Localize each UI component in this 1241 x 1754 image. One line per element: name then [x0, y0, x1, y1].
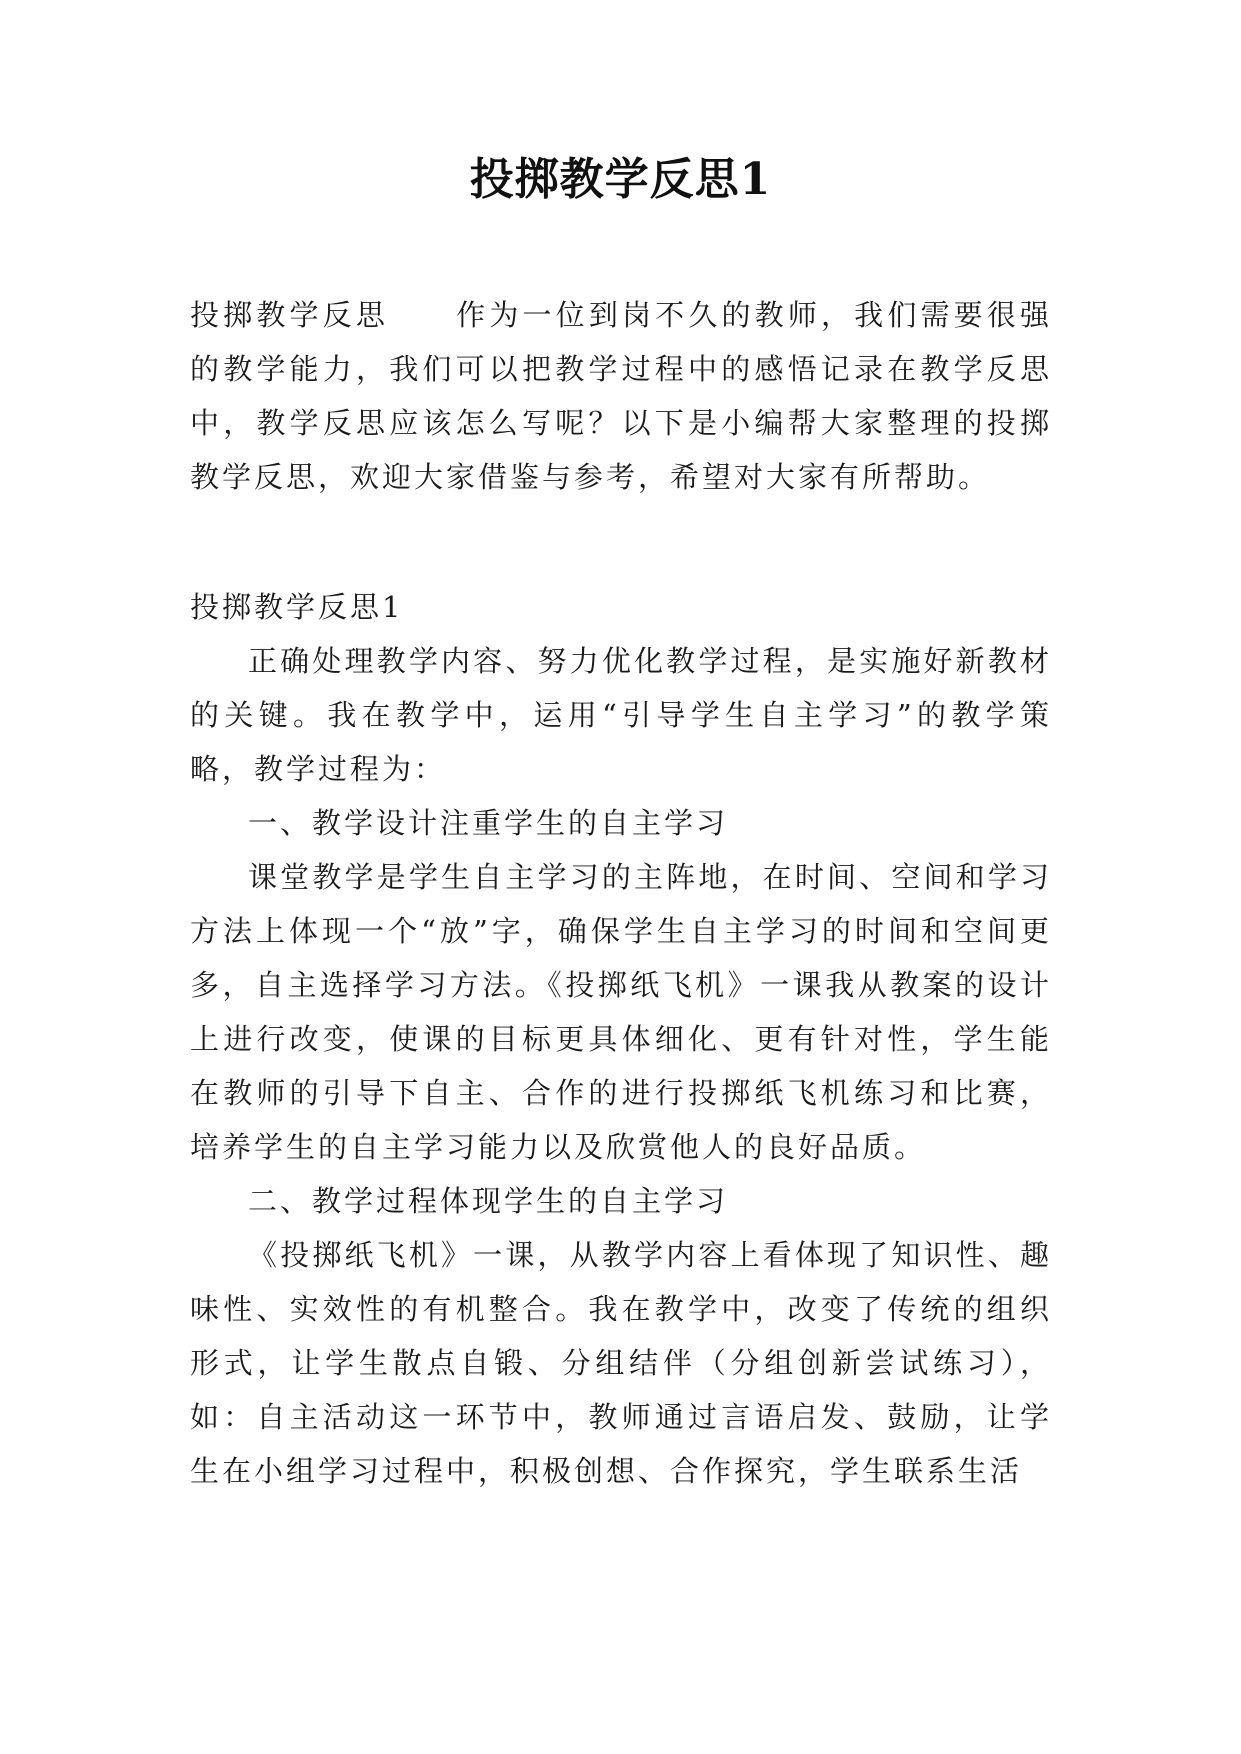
- document-title: 投掷教学反思1: [469, 154, 772, 205]
- intro-block: [190, 288, 1052, 504]
- intro-text: 作为一位到岗不久的教师，我们需要很强的教学能力，我们可以把教学过程中的感悟记录在教学反思中，教学反思应该怎么写呢？以下是小编帮大家整理的投掷教学反思，欢迎大家借鉴与参考，希望对大家有所帮助。: [190, 298, 1052, 494]
- subheading-2: 二、教学过程体现学生的自主学习: [248, 1184, 729, 1218]
- section-block: [190, 580, 1052, 1498]
- intro-label: 投掷教学反思: [190, 298, 389, 332]
- paragraph-3: 《投掷纸飞机》一课，从教学内容上看体现了知识性、趣味性、实效性的有机整合。我在教学中，改变了传统的组织形式，让学生散点自锻、分组结伴（分组创新尝试练习），如：自主活动这一环节中，教师通过言语启发、鼓励，让学生在小组学习过程中，积极创想、合作探究，学生联系生活: [190, 1238, 1052, 1488]
- paragraph-2: 课堂教学是学生自主学习的主阵地，在时间、空间和学习方法上体现一个“放”字，确保学生自主学习的时间和空间更多，自主选择学习方法。《投掷纸飞机》一课我从教案的设计上进行改变，使课的目标更具体细化、更有针对性，学生能在教师的引导下自主、合作的进行投掷纸飞机练习和比赛，培养学生的自主学习能力以及欣赏他人的良好品质。: [190, 860, 1052, 1164]
- section-heading: 投掷教学反思1: [190, 590, 404, 624]
- paragraph-1: 正确处理教学内容、努力优化教学过程，是实施好新教材的关键。我在教学中，运用“引导学生自主学习”的教学策略，教学过程为：: [190, 644, 1052, 786]
- subheading-1: 一、教学设计注重学生的自主学习: [248, 806, 729, 840]
